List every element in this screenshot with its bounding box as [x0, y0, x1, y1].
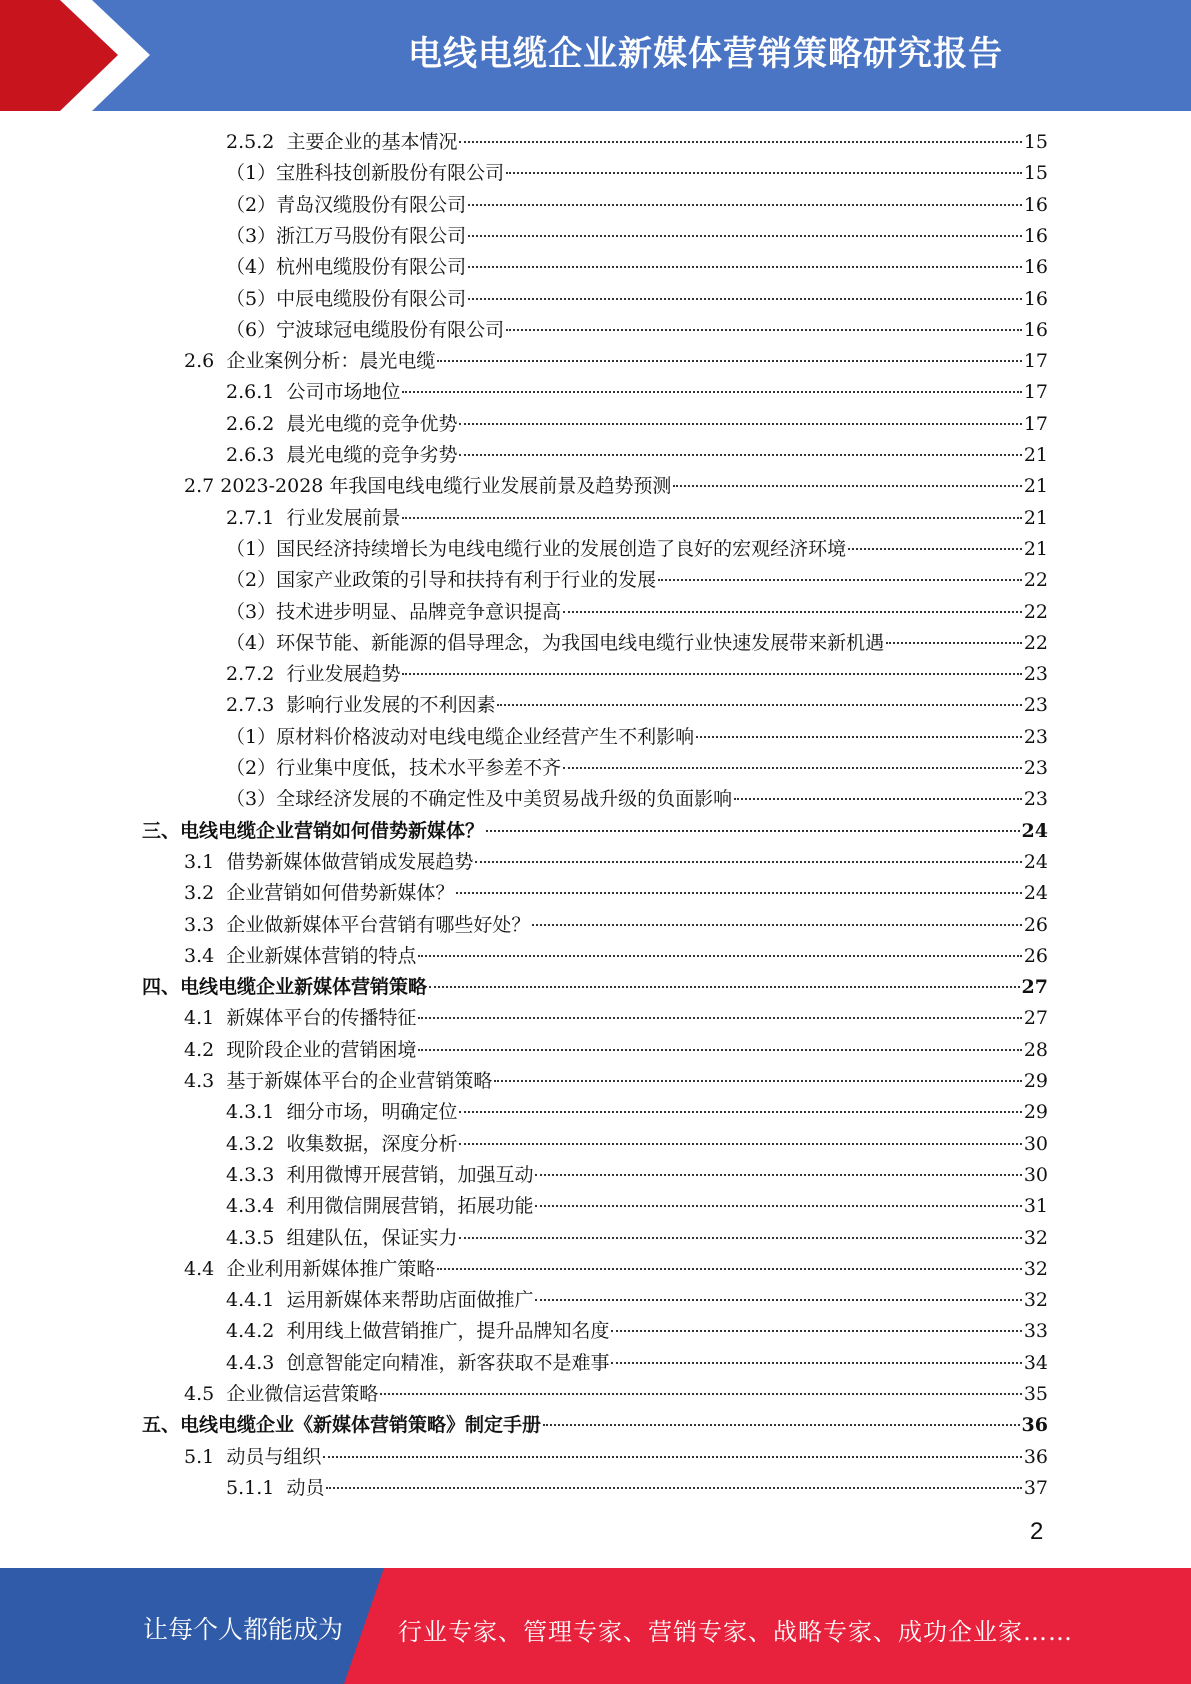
toc-entry-page: 22 — [1023, 600, 1048, 623]
toc-entry-page: 29 — [1023, 1070, 1048, 1092]
toc-entry-page: 23 — [1023, 694, 1048, 717]
toc-entry-page: 32 — [1023, 1257, 1048, 1280]
toc-dot-leader — [673, 484, 1021, 487]
toc-entry-number: 4.2 — [184, 1038, 215, 1061]
toc-entry[interactable] — [184, 1066, 1048, 1097]
toc-entry-number: 4.4.1 — [226, 1289, 275, 1312]
toc-dot-leader — [506, 171, 1022, 174]
toc-entry-page: 32 — [1023, 1289, 1048, 1312]
toc-entry-title: 创意智能定向精准，新客获取不是难事 — [286, 1351, 610, 1374]
toc-dot-leader — [468, 265, 1022, 268]
toc-entry[interactable] — [226, 534, 1048, 565]
toc-entry-number: （3） — [226, 788, 277, 811]
toc-entry-title: 动员 — [286, 1476, 325, 1499]
toc-entry-title: 基于新媒体平台的企业营销策略 — [226, 1070, 493, 1092]
toc-entry-page: 23 — [1023, 725, 1048, 748]
toc-entry[interactable] — [226, 659, 1048, 690]
toc-entry-title: 电线电缆企业《新媒体营销策略》制定手册 — [180, 1414, 542, 1437]
toc-entry-title: 企业微信运营策略 — [226, 1383, 379, 1405]
toc-dot-leader — [418, 954, 1021, 957]
toc-entry-number: 4.3.1 — [226, 1101, 275, 1124]
toc-entry-page: 17 — [1023, 381, 1048, 404]
toc-dot-leader — [535, 1204, 1021, 1207]
footer-slogan-right: 行业专家、管理专家、营销专家、战略专家、成功企业家…… — [398, 1618, 1073, 1646]
toc-entry-number: 三、 — [142, 819, 181, 842]
toc-entry-page: 16 — [1023, 224, 1048, 247]
toc-entry-page: 27 — [1021, 976, 1048, 999]
toc-entry[interactable] — [226, 597, 1048, 628]
toc-entry-number: 2.6.3 — [226, 444, 275, 466]
toc-entry-number: （5） — [226, 287, 277, 310]
toc-entry-title: 影响行业发展的不利因素 — [286, 694, 496, 717]
toc-entry-page: 21 — [1023, 506, 1048, 529]
toc-entry-number: 4.3.3 — [226, 1163, 275, 1186]
toc-entry-title: 新媒体平台的传播特征 — [226, 1007, 417, 1030]
toc-dot-leader — [323, 1455, 1021, 1458]
toc-entry[interactable] — [226, 1316, 1048, 1347]
toc-entry-number: 2.6.2 — [226, 412, 275, 435]
toc-entry[interactable] — [226, 565, 1048, 596]
toc-entry-number: 4.3.2 — [226, 1132, 275, 1155]
toc-entry[interactable] — [226, 1223, 1048, 1254]
toc-entry-page: 29 — [1023, 1101, 1048, 1124]
toc-entry-page: 21 — [1023, 444, 1048, 466]
toc-entry-number: （1） — [226, 162, 277, 185]
toc-entry-number: 3.4 — [184, 944, 215, 967]
toc-entry-title: 借势新媒体做营销成发展趋势 — [226, 850, 474, 873]
toc-entry-number: 2.6.1 — [226, 381, 275, 404]
toc-entry[interactable] — [226, 440, 1048, 471]
toc-entry-number: 2.7.3 — [226, 694, 275, 717]
document-title: 电线电缆企业新媒体营销策略研究报告 — [408, 34, 1003, 74]
toc-dot-leader — [459, 1236, 1021, 1239]
toc-entry[interactable] — [226, 690, 1048, 721]
toc-entry-page: 16 — [1023, 193, 1048, 216]
toc-dot-leader — [459, 1142, 1021, 1145]
toc-entry-title: 环保节能、新能源的倡导理念，为我国电线电缆行业快速发展带来新机遇 — [276, 631, 885, 654]
toc-entry-title: 电线电缆企业营销如何借势新媒体？ — [180, 819, 485, 842]
toc-entry-number: 3.2 — [184, 882, 215, 905]
toc-entry-number: 5.1.1 — [226, 1476, 275, 1499]
toc-entry-page: 17 — [1023, 412, 1048, 435]
toc-entry-page: 32 — [1023, 1226, 1048, 1249]
toc-entry-number: 4.5 — [184, 1383, 215, 1405]
toc-entry-title: 全球经济发展的不确定性及中美贸易战升级的负面影响 — [276, 788, 733, 811]
toc-entry-number: （2） — [226, 569, 277, 592]
toc-entry-number: 2.5.2 — [226, 131, 275, 153]
toc-entry-page: 23 — [1023, 663, 1048, 686]
toc-entry-page: 15 — [1023, 131, 1048, 153]
toc-entry-page: 22 — [1023, 631, 1048, 654]
toc-entry-title: 现阶段企业的营销困境 — [226, 1038, 417, 1061]
toc-entry-title: 原材料价格波动对电线电缆企业经营产生不利影响 — [276, 725, 695, 748]
toc-dot-leader — [437, 1267, 1021, 1270]
toc-entry-title: 利用线上做营销推广，提升品牌知名度 — [286, 1320, 610, 1343]
toc-entry-number: 4.3.5 — [226, 1226, 275, 1249]
toc-dot-leader — [475, 860, 1021, 863]
toc-dot-leader — [886, 641, 1022, 644]
toc-dot-leader — [326, 1486, 1021, 1489]
toc-entry-page: 33 — [1023, 1320, 1048, 1343]
toc-entry-page: 16 — [1023, 287, 1048, 310]
toc-entry-page: 27 — [1023, 1007, 1048, 1030]
toc-entry-number: （4） — [226, 631, 277, 654]
toc-entry[interactable] — [184, 1442, 1048, 1473]
toc-dot-leader — [734, 797, 1022, 800]
toc-entry-number: 4.4 — [184, 1257, 215, 1280]
toc-entry-title: 企业利用新媒体推广策略 — [226, 1257, 436, 1280]
toc-entry-page: 23 — [1023, 757, 1048, 779]
toc-entry-page: 30 — [1023, 1132, 1048, 1155]
toc-entry[interactable] — [226, 409, 1048, 440]
toc-entry-number: 4.4.3 — [226, 1351, 275, 1374]
toc-entry[interactable] — [184, 1254, 1048, 1285]
toc-entry[interactable] — [226, 784, 1048, 815]
toc-entry-number: 4.3.4 — [226, 1195, 275, 1218]
footer-slogan-left: 让每个人都能成为 — [143, 1615, 344, 1644]
toc-entry-title: 国家产业政策的引导和扶持有利于行业的发展 — [276, 569, 657, 592]
toc-entry-number: （2） — [226, 757, 277, 779]
toc-entry-number: 5.1 — [184, 1445, 215, 1468]
toc-dot-leader — [429, 985, 1020, 988]
toc-entry-title: 行业发展趋势 — [286, 663, 401, 686]
toc-entry-number: 2.7.1 — [226, 506, 275, 529]
toc-entry-title: 晨光电缆的竞争劣势 — [286, 444, 458, 466]
toc-entry[interactable] — [226, 158, 1048, 189]
toc-entry-title: 主要企业的基本情况 — [286, 131, 458, 153]
toc-entry-page: 36 — [1023, 1445, 1048, 1468]
toc-entry-number: 2.6 — [184, 350, 215, 373]
toc-entry-page: 17 — [1023, 350, 1048, 373]
toc-entry-title: 2023-2028 年我国电线电缆行业发展前景及趋势预测 — [220, 475, 672, 498]
toc-entry-number: （1） — [226, 725, 277, 748]
toc-entry-number: 2.7.2 — [226, 663, 275, 686]
toc-entry-title: 宝胜科技创新股份有限公司 — [276, 162, 505, 185]
toc-entry-page: 26 — [1023, 944, 1048, 967]
toc-entry-number: 五、 — [142, 1414, 181, 1437]
toc-entry-page: 22 — [1023, 569, 1048, 592]
toc-entry[interactable] — [184, 847, 1048, 878]
toc-entry-title: 细分市场，明确定位 — [286, 1101, 458, 1124]
toc-entry-page: 16 — [1023, 256, 1048, 279]
toc-dot-leader — [543, 1423, 1020, 1426]
toc-entry-page: 36 — [1021, 1414, 1048, 1437]
toc-entry[interactable] — [142, 816, 1048, 847]
toc-entry-title: 行业集中度低，技术水平参差不齐 — [276, 757, 562, 779]
toc-entry-page: 26 — [1023, 913, 1048, 936]
toc-entry[interactable] — [226, 628, 1048, 659]
toc-dot-leader — [563, 766, 1022, 769]
toc-entry-page: 16 — [1023, 318, 1048, 341]
toc-entry-title: 浙江万马股份有限公司 — [276, 224, 467, 247]
toc-entry[interactable] — [226, 284, 1048, 315]
toc-dot-leader — [535, 1298, 1021, 1301]
toc-entry-title: 运用新媒体来帮助店面做推广 — [286, 1289, 534, 1312]
toc-entry-number: 3.3 — [184, 913, 215, 936]
header-banner — [0, 0, 1191, 111]
toc-entry-page: 35 — [1023, 1383, 1048, 1405]
toc-entry-page: 30 — [1023, 1163, 1048, 1186]
toc-dot-leader — [468, 234, 1022, 237]
toc-entry-page: 37 — [1023, 1476, 1048, 1499]
toc-entry[interactable] — [142, 1410, 1048, 1441]
toc-entry-page: 24 — [1021, 819, 1048, 842]
toc-entry[interactable] — [226, 315, 1048, 346]
toc-entry[interactable] — [184, 941, 1048, 972]
toc-entry-number: （6） — [226, 318, 277, 341]
toc-entry-number: 4.1 — [184, 1007, 215, 1030]
toc-entry-title: 公司市场地位 — [286, 381, 401, 404]
toc-entry-page: 15 — [1023, 162, 1048, 185]
toc-entry-page: 28 — [1023, 1038, 1048, 1061]
toc-dot-leader — [506, 328, 1022, 331]
toc-entry-title: 企业新媒体营销的特点 — [226, 944, 417, 967]
toc-entry-title: 中辰电缆股份有限公司 — [276, 287, 467, 310]
toc-entry-number: （2） — [226, 193, 277, 216]
toc-entry[interactable] — [184, 471, 1048, 502]
toc-entry[interactable] — [184, 910, 1048, 941]
toc-entry-number: 3.1 — [184, 850, 215, 873]
toc-dot-leader — [611, 1361, 1021, 1364]
toc-entry[interactable] — [184, 346, 1048, 377]
toc-entry[interactable] — [184, 1379, 1048, 1410]
toc-dot-leader — [532, 923, 1021, 926]
toc-entry-number: （3） — [226, 600, 277, 623]
page-number: 2 — [1030, 1518, 1044, 1545]
toc-entry[interactable] — [226, 1160, 1048, 1191]
toc-dot-leader — [497, 703, 1021, 706]
toc-entry[interactable] — [226, 377, 1048, 408]
toc-dot-leader — [486, 829, 1020, 832]
toc-entry-title: 晨光电缆的竞争优势 — [286, 412, 458, 435]
toc-dot-leader — [418, 1016, 1021, 1019]
toc-entry[interactable] — [226, 221, 1048, 252]
toc-dot-leader — [535, 1173, 1021, 1176]
toc-entry-page: 24 — [1023, 850, 1048, 873]
toc-entry-page: 23 — [1023, 788, 1048, 811]
toc-entry-page: 21 — [1023, 475, 1048, 498]
toc-dot-leader — [468, 297, 1022, 300]
toc-dot-leader — [456, 891, 1021, 894]
toc-entry-title: 青岛汉缆股份有限公司 — [276, 193, 467, 216]
toc-entry[interactable] — [226, 722, 1048, 753]
toc-entry-title: 国民经济持续增长为电线电缆行业的发展创造了良好的宏观经济环境 — [276, 537, 847, 560]
toc-entry[interactable] — [226, 753, 1048, 784]
toc-entry[interactable] — [142, 972, 1048, 1003]
toc-entry[interactable] — [184, 1003, 1048, 1034]
toc-dot-leader — [459, 453, 1021, 456]
toc-entry-title: 利用微信開展营销，拓展功能 — [286, 1195, 534, 1218]
toc-entry-number: 4.3 — [184, 1070, 215, 1092]
toc-entry-number: 4.4.2 — [226, 1320, 275, 1343]
toc-entry-title: 收集数据，深度分析 — [286, 1132, 458, 1155]
toc-entry-title: 企业营销如何借势新媒体？ — [226, 882, 455, 905]
toc-dot-leader — [658, 578, 1022, 581]
toc-dot-leader — [459, 1110, 1021, 1113]
toc-dot-leader — [563, 610, 1022, 613]
toc-entry-title: 宁波球冠电缆股份有限公司 — [276, 318, 505, 341]
toc-entry-number: （4） — [226, 256, 277, 279]
toc-entry[interactable] — [226, 190, 1048, 221]
toc-entry[interactable] — [184, 1035, 1048, 1066]
toc-entry-title: 技术进步明显、品牌竞争意识提高 — [276, 600, 562, 623]
toc-entry-number: 2.7 — [184, 475, 215, 498]
toc-entry-number: （3） — [226, 224, 277, 247]
toc-dot-leader — [380, 1392, 1021, 1395]
toc-dot-leader — [611, 1329, 1021, 1332]
toc-dot-leader — [402, 516, 1021, 519]
toc-dot-leader — [459, 140, 1021, 143]
toc-entry-title: 企业案例分析：晨光电缆 — [226, 350, 436, 373]
toc-entry[interactable] — [226, 1473, 1048, 1504]
toc-entry-title: 组建队伍，保证实力 — [286, 1226, 458, 1249]
toc-entry[interactable] — [226, 1097, 1048, 1128]
toc-dot-leader — [402, 672, 1021, 675]
footer-banner — [0, 1568, 1191, 1684]
toc-entry-title: 企业做新媒体平台营销有哪些好处？ — [226, 913, 531, 936]
toc-entry-title: 行业发展前景 — [286, 506, 401, 529]
toc-entry-page: 34 — [1023, 1351, 1048, 1374]
toc-entry-title: 电线电缆企业新媒体营销策略 — [180, 976, 428, 999]
toc-entry[interactable] — [226, 1129, 1048, 1160]
toc-dot-leader — [402, 390, 1021, 393]
toc-entry[interactable] — [226, 503, 1048, 534]
toc-entry[interactable] — [226, 1191, 1048, 1222]
toc-dot-leader — [848, 547, 1022, 550]
toc-entry-number: 四、 — [142, 976, 181, 999]
toc-entry[interactable] — [226, 1285, 1048, 1316]
toc-dot-leader — [437, 359, 1021, 362]
toc-entry-title: 杭州电缆股份有限公司 — [276, 256, 467, 279]
toc-entry[interactable] — [226, 127, 1048, 158]
toc-dot-leader — [459, 422, 1021, 425]
toc-entry-number: （1） — [226, 537, 277, 560]
toc-entry[interactable] — [184, 878, 1048, 909]
toc-entry[interactable] — [226, 1348, 1048, 1379]
toc-entry-title: 利用微博开展营销，加强互动 — [286, 1163, 534, 1186]
toc-entry-page: 31 — [1023, 1195, 1048, 1218]
toc-dot-leader — [418, 1048, 1021, 1051]
toc-dot-leader — [494, 1079, 1021, 1082]
toc-dot-leader — [696, 735, 1022, 738]
toc-entry-title: 动员与组织 — [226, 1445, 322, 1468]
toc-entry[interactable] — [226, 252, 1048, 283]
toc-entry-page: 21 — [1023, 537, 1048, 560]
toc-entry-page: 24 — [1023, 882, 1048, 905]
toc-dot-leader — [468, 203, 1022, 206]
